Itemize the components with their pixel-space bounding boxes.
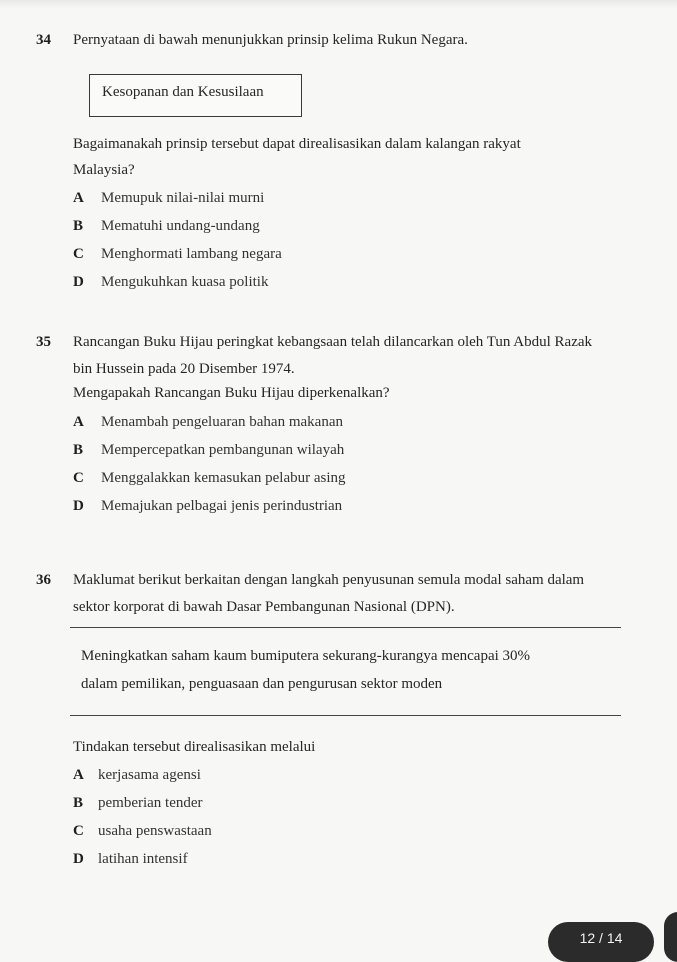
option-text: latihan intensif <box>98 851 188 867</box>
question-stem-line-2: bin Hussein pada 20 Disember 1974. <box>73 361 295 377</box>
page-indicator <box>548 922 654 962</box>
option-letter: A <box>73 190 84 206</box>
option-letter: D <box>73 851 84 867</box>
option-text: pemberian tender <box>98 795 203 811</box>
option-letter: B <box>73 442 84 458</box>
option-text: Menghormati lambang negara <box>101 246 282 262</box>
option-text: usaha penswastaan <box>98 823 212 839</box>
next-page-button[interactable] <box>664 912 677 962</box>
option-text: Mengukuhkan kuasa politik <box>101 274 269 290</box>
option-text: Memupuk nilai-nilai murni <box>101 190 265 206</box>
question-stem-line-1: Rancangan Buku Hijau peringkat kebangsaan telah dilancarkan oleh Tun Abdul Razak <box>73 334 593 350</box>
info-box-text: Kesopanan dan Kesusilaan <box>102 84 264 100</box>
option-letter: B <box>73 795 84 811</box>
question-text-line-2: Malaysia? <box>73 162 135 178</box>
option-text: Mempercepatkan pembangunan wilayah <box>101 442 345 458</box>
option-text: Menambah pengeluaran bahan makanan <box>101 414 343 430</box>
option-text: kerjasama agensi <box>98 767 201 783</box>
page-indicator-label: 12 / 14 <box>579 930 623 946</box>
option-text: Mematuhi undang-undang <box>101 218 260 234</box>
question-stem-line-2: sektor korporat di bawah Dasar Pembangunan Nasional (DPN). <box>73 599 455 615</box>
option-letter: A <box>73 767 84 783</box>
question-text: Tindakan tersebut direalisasikan melalui <box>73 739 316 755</box>
question-number: 36 <box>36 572 51 588</box>
question-number: 35 <box>36 334 51 350</box>
option-letter: A <box>73 414 84 430</box>
option-letter: D <box>73 274 84 290</box>
question-text-line-1: Bagaimanakah prinsip tersebut dapat direalisasikan dalam kalangan rakyat <box>73 136 521 152</box>
info-box-text-line-1: Meningkatkan saham kaum bumiputera sekurang-kurangya mencapai 30% <box>81 648 531 664</box>
option-letter: D <box>73 498 84 514</box>
option-letter: C <box>73 823 84 839</box>
option-text: Memajukan pelbagai jenis perindustrian <box>101 498 343 514</box>
question-text: Mengapakah Rancangan Buku Hijau diperkenalkan? <box>73 385 390 401</box>
option-letter: B <box>73 218 84 234</box>
option-text: Menggalakkan kemasukan pelabur asing <box>101 470 346 486</box>
option-letter: C <box>73 246 84 262</box>
question-stem: Pernyataan di bawah menunjukkan prinsip kelima Rukun Negara. <box>73 32 468 48</box>
option-letter: C <box>73 470 84 486</box>
info-box-bottom-rule <box>70 715 621 716</box>
question-number: 34 <box>36 32 51 48</box>
scan-edge-shadow <box>0 0 677 8</box>
info-box-top-rule <box>70 627 621 628</box>
question-stem-line-1: Maklumat berikut berkaitan dengan langkah penyusunan semula modal saham dalam <box>73 572 585 588</box>
info-box-text-line-2: dalam pemilikan, penguasaan dan pengurusan sektor moden <box>81 676 443 692</box>
